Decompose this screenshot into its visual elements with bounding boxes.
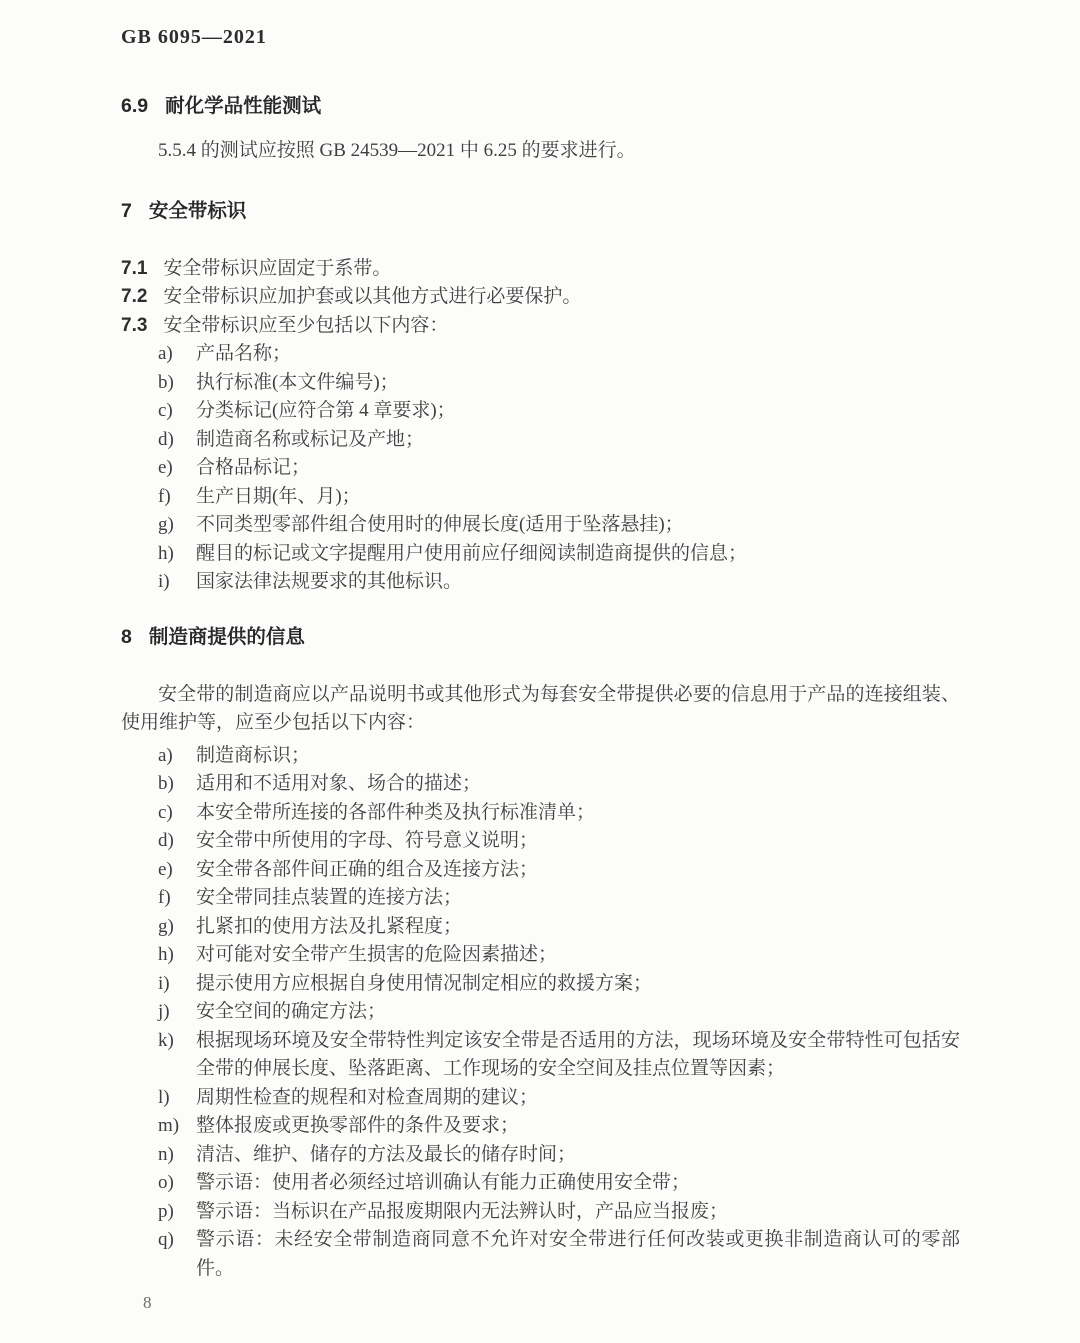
list-item-label: p) bbox=[158, 1200, 174, 1222]
list-item-label: o) bbox=[158, 1172, 174, 1193]
list-item-label: q) bbox=[158, 1229, 174, 1250]
chapter-7-title: 安全带标识 bbox=[148, 199, 247, 222]
list-item-text: 安全带各部件间正确的组合及连接方法； bbox=[196, 858, 539, 880]
list-item-label: m) bbox=[158, 1115, 180, 1136]
section-6-9-number: 6.9 bbox=[121, 95, 149, 117]
list-item bbox=[121, 941, 960, 970]
list-item bbox=[121, 856, 960, 885]
list-item-text: 本安全带所连接的各部件种类及执行标准清单； bbox=[196, 801, 596, 823]
list-item-text: 安全带同挂点装置的连接方法； bbox=[196, 887, 463, 908]
list-item bbox=[121, 1112, 960, 1141]
list-item-label: e) bbox=[158, 858, 173, 880]
list-item bbox=[121, 540, 960, 569]
chapter-8-heading bbox=[121, 623, 960, 651]
list-item-text: 提示使用方应根据自身使用情况制定相应的救援方案； bbox=[196, 972, 653, 994]
list-item bbox=[121, 770, 960, 799]
list-item-text: 警示语：当标识在产品报废期限内无法辨认时，产品应当报废； bbox=[196, 1200, 729, 1222]
list-item bbox=[121, 1084, 960, 1113]
list-item bbox=[121, 1141, 960, 1170]
list-item-text: 清洁、维护、储存的方法及最长的储存时间； bbox=[196, 1143, 577, 1165]
paragraph-5-5-4: 5.5.4 的测试应按照 GB 24539—2021 中 6.25 的要求进行。 bbox=[158, 140, 636, 161]
list-item-label: k) bbox=[158, 1029, 174, 1051]
list-item-label: c) bbox=[158, 801, 173, 823]
list-item-text: 分类标记(应符合第 4 章要求)； bbox=[196, 400, 456, 421]
list-item bbox=[121, 1198, 960, 1227]
list-item bbox=[121, 884, 960, 913]
clause-text: 安全带标识应固定于系带。 bbox=[163, 257, 392, 279]
list-item-label: h) bbox=[158, 542, 174, 564]
section-6-9-title: 耐化学品性能测试 bbox=[165, 95, 322, 117]
list-item bbox=[121, 970, 960, 999]
list-item bbox=[121, 397, 960, 426]
page-number: 8 bbox=[143, 1293, 152, 1312]
list-item bbox=[121, 742, 960, 771]
standard-number-header: GB 6095—2021 bbox=[121, 26, 267, 48]
list-item-text: 不同类型零部件组合使用时的伸展长度(适用于坠落悬挂)； bbox=[196, 514, 684, 535]
clause-number: 7.2 bbox=[121, 286, 148, 307]
list-item-label: l) bbox=[158, 1086, 170, 1108]
list-item-label: d) bbox=[158, 428, 174, 450]
list-item bbox=[121, 998, 960, 1027]
clause bbox=[121, 283, 960, 312]
list-item bbox=[121, 1169, 960, 1198]
list-item bbox=[121, 483, 960, 512]
list-item-label: a) bbox=[158, 343, 173, 364]
list-item-text: 安全空间的确定方法； bbox=[196, 1001, 387, 1022]
chapter-7-heading bbox=[121, 197, 960, 225]
list-item bbox=[121, 1226, 960, 1283]
list-item-text: 周期性检查的规程和对检查周期的建议； bbox=[196, 1086, 539, 1108]
clause-text: 安全带标识应至少包括以下内容： bbox=[163, 314, 449, 336]
clause bbox=[121, 312, 960, 341]
list-item-label: i) bbox=[158, 972, 170, 994]
chapter-8-intro-paragraph: 安全带的制造商应以产品说明书或其他形式为每套安全带提供必要的信息用于产品的连接组装、使用维护等，应至少包括以下内容： bbox=[121, 683, 960, 733]
list-item-label: i) bbox=[158, 571, 170, 592]
list-item-text: 适用和不适用对象、场合的描述； bbox=[196, 773, 482, 794]
list-item-text: 生产日期(年、月)； bbox=[196, 485, 361, 507]
list-item-label: f) bbox=[158, 887, 171, 908]
clause-number: 7.1 bbox=[121, 257, 148, 279]
list-item-text: 警示语：使用者必须经过培训确认有能力正确使用安全带； bbox=[196, 1172, 691, 1193]
list-item-label: n) bbox=[158, 1143, 174, 1165]
section-6-9-heading bbox=[121, 92, 960, 120]
clause-text: 安全带标识应加护套或以其他方式进行必要保护。 bbox=[163, 286, 582, 307]
list-item bbox=[121, 913, 960, 942]
chapter-7-clauses bbox=[121, 255, 960, 341]
chapter-8-list bbox=[121, 742, 960, 1284]
list-item bbox=[121, 511, 960, 540]
list-item-text: 制造商名称或标记及产地； bbox=[196, 428, 425, 450]
list-item-label: h) bbox=[158, 944, 174, 965]
list-item bbox=[121, 568, 960, 597]
list-item-label: d) bbox=[158, 830, 174, 851]
list-item-label: g) bbox=[158, 915, 174, 937]
list-item-label: a) bbox=[158, 744, 173, 766]
list-item-label: f) bbox=[158, 485, 171, 507]
list-item-text: 执行标准(本文件编号)； bbox=[196, 371, 399, 393]
list-item-label: b) bbox=[158, 773, 174, 794]
list-item bbox=[121, 827, 960, 856]
list-item bbox=[121, 369, 960, 398]
chapter-7-number: 7 bbox=[121, 199, 132, 222]
clause bbox=[121, 255, 960, 284]
list-item bbox=[121, 426, 960, 455]
list-item-text: 警示语：未经安全带制造商同意不允许对安全带进行任何改装或更换非制造商认可的零部件。 bbox=[196, 1229, 960, 1279]
list-item-text: 扎紧扣的使用方法及扎紧程度； bbox=[196, 915, 463, 937]
list-item bbox=[121, 454, 960, 483]
list-item-label: e) bbox=[158, 457, 173, 478]
list-item bbox=[121, 799, 960, 828]
chapter-8-number: 8 bbox=[121, 625, 132, 648]
list-item-label: j) bbox=[158, 1001, 170, 1022]
list-item-label: b) bbox=[158, 371, 174, 393]
chapter-8-title: 制造商提供的信息 bbox=[148, 625, 305, 648]
list-item bbox=[121, 340, 960, 369]
page-content bbox=[121, 0, 960, 1283]
list-item-text: 整体报废或更换零部件的条件及要求； bbox=[196, 1115, 520, 1136]
list-item-text: 国家法律法规要求的其他标识。 bbox=[196, 571, 463, 592]
list-item-label: g) bbox=[158, 514, 174, 535]
list-item-text: 根据现场环境及安全带特性判定该安全带是否适用的方法，现场环境及安全带特性可包括安全带的伸展长度、坠落距离、工作现场的安全空间及挂点位置等因素； bbox=[196, 1029, 960, 1079]
list-item-text: 安全带中所使用的字母、符号意义说明； bbox=[196, 830, 539, 851]
list-item-text: 醒目的标记或文字提醒用户使用前应仔细阅读制造商提供的信息； bbox=[196, 542, 748, 564]
list-item-text: 制造商标识； bbox=[196, 744, 311, 766]
list-item-text: 对可能对安全带产生损害的危险因素描述； bbox=[196, 944, 558, 965]
list-item-text: 产品名称； bbox=[196, 343, 292, 364]
chapter-7-list bbox=[121, 340, 960, 597]
clause-number: 7.3 bbox=[121, 314, 148, 336]
list-item-text: 合格品标记； bbox=[196, 457, 311, 478]
list-item bbox=[121, 1027, 960, 1084]
list-item-label: c) bbox=[158, 400, 173, 421]
